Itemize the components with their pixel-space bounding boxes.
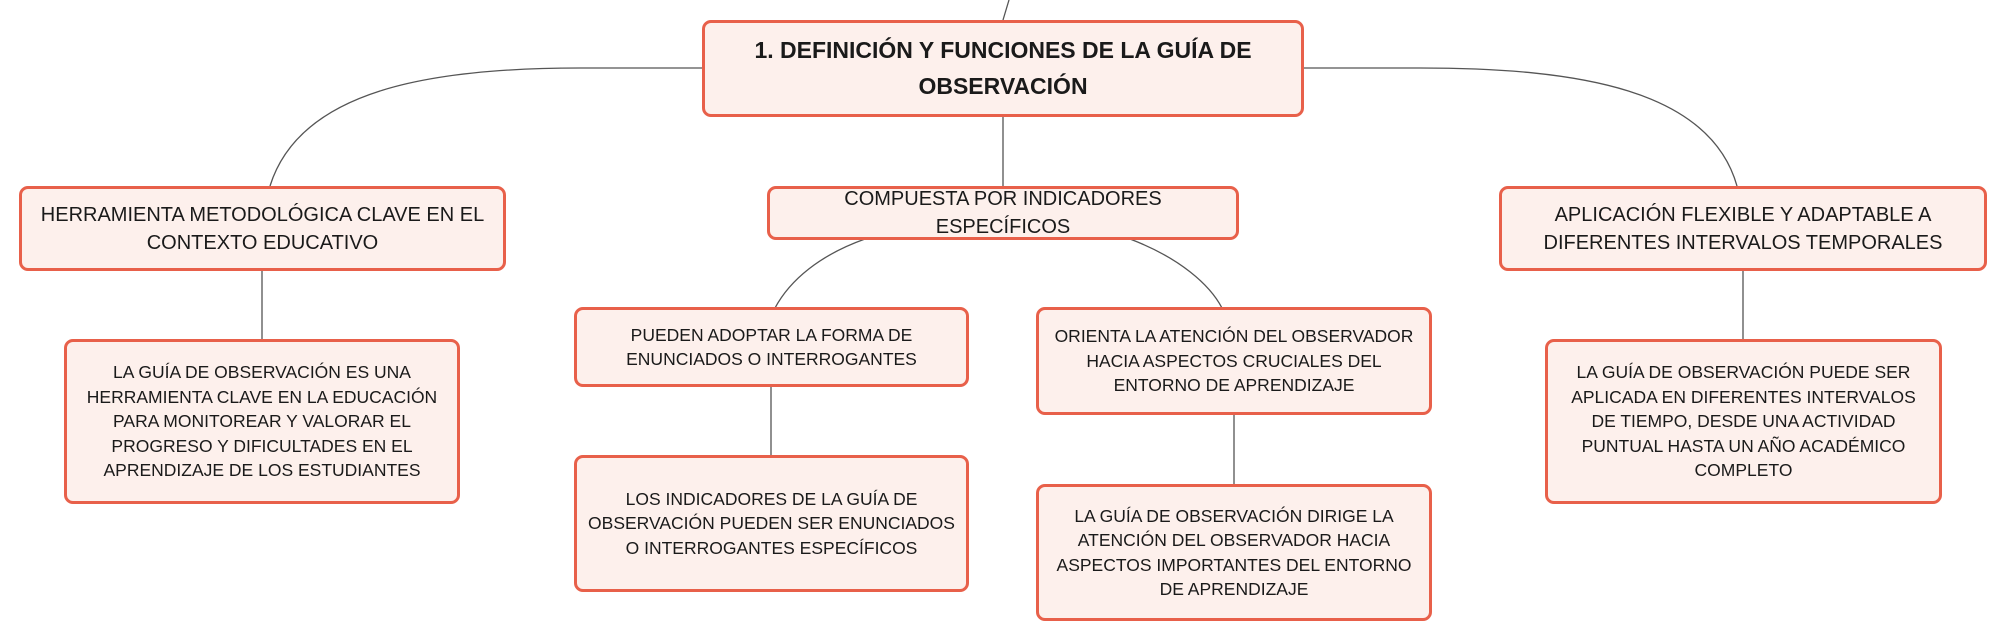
subtopic-label: ORIENTA LA ATENCIÓN DEL OBSERVADOR HACIA ASPECTOS CRUCIALES DEL ENTORNO DE APRENDIZAJE <box>1054 326 1414 396</box>
detail-label: LA GUÍA DE OBSERVACIÓN ES UNA HERRAMIENTA CLAVE EN LA EDUCACIÓN PARA MONITOREAR Y VALORAR EL PROGRESO Y DIFICULTADES EN EL APRENDIZAJE DE LOS ESTUDIANTES <box>86 362 438 481</box>
connector-root-topic-right <box>1301 68 1737 186</box>
connector-center-sub-right <box>1130 239 1222 308</box>
connector-root-topic-left <box>270 68 705 186</box>
subtopic-observer-attention[interactable] <box>1036 307 1432 415</box>
connector-center-sub-left <box>775 239 865 308</box>
detail-statements-or-questions[interactable] <box>574 455 969 592</box>
topic-label: HERRAMIENTA METODOLÓGICA CLAVE EN EL CONTEXTO EDUCATIVO <box>40 203 485 254</box>
topic-label: APLICACIÓN FLEXIBLE Y ADAPTABLE A DIFERENTES INTERVALOS TEMPORALES <box>1543 203 1943 254</box>
detail-methodological-tool[interactable] <box>64 339 460 504</box>
connector-root-parent <box>1003 0 1009 20</box>
detail-label: LOS INDICADORES DE LA GUÍA DE OBSERVACIÓN PUEDEN SER ENUNCIADOS O INTERROGANTES ESPECÍFICOS <box>588 488 955 558</box>
detail-label: LA GUÍA DE OBSERVACIÓN PUEDE SER APLICADA EN DIFERENTES INTERVALOS DE TIEMPO, DESDE UNA ACTIVIDAD PUNTUAL HASTA UN AÑO ACADÉMICO COMPLETO <box>1571 362 1916 481</box>
topic-flexible-application[interactable] <box>1499 186 1987 271</box>
topic-specific-indicators[interactable] <box>767 186 1239 240</box>
detail-label: LA GUÍA DE OBSERVACIÓN DIRIGE LA ATENCIÓN DEL OBSERVADOR HACIA ASPECTOS IMPORTANTES DEL ENTORNO DE APRENDIZAJE <box>1056 505 1412 599</box>
subtopic-statements-or-questions[interactable] <box>574 307 969 387</box>
central-topic[interactable] <box>702 20 1304 117</box>
subtopic-label: PUEDEN ADOPTAR LA FORMA DE ENUNCIADOS O INTERROGANTES <box>626 324 917 369</box>
detail-flexible-application[interactable] <box>1545 339 1942 504</box>
detail-observer-attention[interactable] <box>1036 484 1432 621</box>
central-topic-label: 1. DEFINICIÓN Y FUNCIONES DE LA GUÍA DE OBSERVACIÓN <box>754 36 1252 99</box>
topic-label: COMPUESTA POR INDICADORES ESPECÍFICOS <box>844 188 1162 238</box>
topic-methodological-tool[interactable] <box>19 186 506 271</box>
